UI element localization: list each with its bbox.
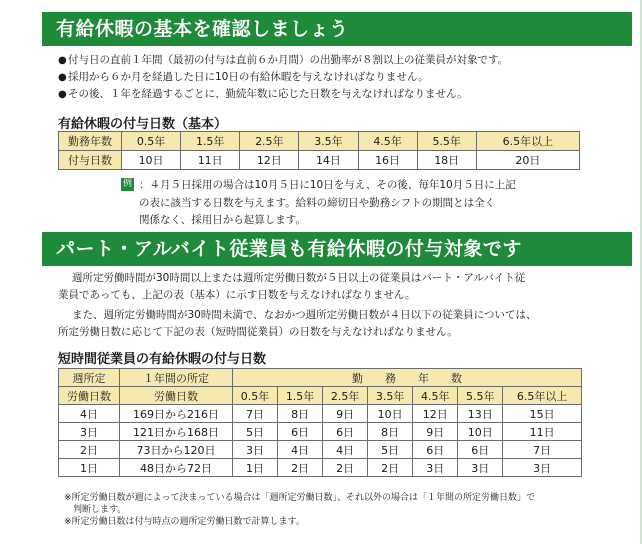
paragraph-line: 業員であっても、上記の表（基本）に示す日数を与えなければなりません。 <box>58 289 416 301</box>
paragraph-line: また、週所定労働時間が30時間未満で、なおかつ週所定労働日数が４日以下の従業員については、 <box>72 309 537 321</box>
table-header-cell: 4.5年 <box>358 132 417 151</box>
table-cell: 1日 <box>59 459 120 477</box>
table-cell: 2日 <box>278 459 323 477</box>
table-cell: 7日 <box>503 441 582 459</box>
table-row <box>59 441 582 459</box>
footnote-line: ※所定労働日数が週によって決まっている場合は「週所定労働日数」、それ以外の場合は「１年間の所定労働日数」で <box>64 493 536 503</box>
section2-title-banner: パート・アルバイト従業員も有給休暇の付与対象です <box>42 232 632 266</box>
table-header-cell: 5.5年 <box>458 387 503 405</box>
table-cell: 15日 <box>503 405 582 423</box>
table-header-cell: 3.5年 <box>368 387 413 405</box>
bullet-item: ●付与日の直前１年間（最初の付与は直前６か月間）の出勤率が８割以上の従業員が対象です。 <box>58 52 628 69</box>
table-header-cell: 1.5年 <box>278 387 323 405</box>
table-cell: 10日 <box>368 405 413 423</box>
section2-paragraph <box>58 307 628 341</box>
table-cell: 73日から120日 <box>120 441 233 459</box>
table-cell: 10日 <box>122 151 181 170</box>
table-cell: 8日 <box>278 405 323 423</box>
table-row-header: 付与日数 <box>59 151 122 170</box>
table-header-cell: 労働日数 <box>59 387 120 405</box>
table-header-cell: 6.5年以上 <box>476 132 579 151</box>
table-cell: 4日 <box>278 441 323 459</box>
section2-paragraph <box>58 270 628 304</box>
table-header-cell: 5.5年 <box>417 132 476 151</box>
table-cell: 6日 <box>278 423 323 441</box>
table-row-header: 勤務年数 <box>59 132 122 151</box>
table-row <box>59 459 582 477</box>
table-cell: 3日 <box>413 459 458 477</box>
table-cell: 14日 <box>299 151 358 170</box>
example-line: の表に該当する日数を与えます。給料の締切日や勤務シフトの期間とは全く <box>139 196 496 209</box>
table-header-cell: 0.5年 <box>122 132 181 151</box>
table-header-cell: 労働日数 <box>120 387 233 405</box>
table-cell: 121日から168日 <box>120 423 233 441</box>
table-cell: 10日 <box>458 423 503 441</box>
table-cell: 3日 <box>503 459 582 477</box>
table-cell: 12日 <box>240 151 299 170</box>
table-cell: 7日 <box>233 405 278 423</box>
table-cell: 2日 <box>323 459 368 477</box>
table-cell: 8日 <box>368 423 413 441</box>
table-header-cell: 2.5年 <box>240 132 299 151</box>
footnote-line: ※所定労働日数は付与時点の週所定労働日数で計算します。 <box>64 517 305 527</box>
bullet-item: ●採用から６か月を経過した日に10日の有給休暇を与えなければなりません。 <box>58 69 628 86</box>
table-cell: 9日 <box>413 423 458 441</box>
paragraph-line: 週所定労働時間が30時間以上または週所定労働日数が５日以上の従業員はパート・アルバイト従 <box>72 272 526 284</box>
table-header-cell: １年間の所定 <box>120 369 233 387</box>
table-cell: 16日 <box>358 151 417 170</box>
table-cell: 12日 <box>413 405 458 423</box>
footnote-line: 判断します。 <box>64 505 127 515</box>
table-cell: 4日 <box>323 441 368 459</box>
table-header-cell: 0.5年 <box>233 387 278 405</box>
table-cell: 3日 <box>59 423 120 441</box>
table-cell: 1日 <box>233 459 278 477</box>
example-badge: 例 <box>122 179 132 189</box>
parttime-grant-table <box>58 368 582 477</box>
table-cell: 5日 <box>233 423 278 441</box>
table-header-cell: 2.5年 <box>323 387 368 405</box>
bullet-dot-icon: ● <box>58 72 67 83</box>
table-header-cell: 勤 務 年 数 <box>233 369 582 387</box>
footnotes <box>64 492 624 528</box>
bullet-dot-icon: ● <box>58 55 67 66</box>
table-cell: 169日から216日 <box>120 405 233 423</box>
table-header-row <box>59 387 582 405</box>
table-row <box>59 423 582 441</box>
table-cell: 11日 <box>503 423 582 441</box>
table-header-cell: 6.5年以上 <box>503 387 582 405</box>
paragraph-line: 所定労働日数に応じて下記の表（短時間従業員）の日数を与えなければなりません。 <box>58 326 458 338</box>
table-row <box>59 405 582 423</box>
table-cell: 3日 <box>233 441 278 459</box>
example-line: ：４月５日採用の場合は10月５日に10日を与え、その後、毎年10月５日に上記 <box>139 179 516 191</box>
section1-bullet-list <box>58 52 628 103</box>
table-header-cell: 週所定 <box>59 369 120 387</box>
bullet-item: ●その後、１年を経過するごとに、勤続年数に応じた日数を与えなければなりません。 <box>58 86 628 103</box>
table-row <box>59 151 580 170</box>
parttime-table-title: 短時間従業員の有給休暇の付与日数 <box>58 352 267 367</box>
table-cell: 18日 <box>417 151 476 170</box>
table-cell: 13日 <box>458 405 503 423</box>
table-cell: 11日 <box>181 151 240 170</box>
table-row <box>59 132 580 151</box>
table-header-cell: 1.5年 <box>181 132 240 151</box>
table-header-cell: 3.5年 <box>299 132 358 151</box>
example-line: 関係なく、採用日から起算します。 <box>139 214 306 226</box>
example-note <box>119 177 579 230</box>
table-cell: 5日 <box>368 441 413 459</box>
table-cell: 4日 <box>59 405 120 423</box>
basic-grant-table <box>58 131 580 170</box>
table-cell: 48日から72日 <box>120 459 233 477</box>
table-cell: 20日 <box>476 151 579 170</box>
table-header-row <box>59 369 582 387</box>
bullet-dot-icon: ● <box>58 89 67 100</box>
table-cell: 6日 <box>413 441 458 459</box>
table-header-cell: 4.5年 <box>413 387 458 405</box>
table-cell: 6日 <box>458 441 503 459</box>
table-cell: 6日 <box>323 423 368 441</box>
basic-table-title: 有給休暇の付与日数（基本） <box>58 117 228 132</box>
table-cell: 2日 <box>368 459 413 477</box>
table-cell: 2日 <box>59 441 120 459</box>
section1-title-banner: 有給休暇の基本を確認しましょう <box>42 12 632 46</box>
table-cell: 9日 <box>323 405 368 423</box>
table-cell: 3日 <box>458 459 503 477</box>
